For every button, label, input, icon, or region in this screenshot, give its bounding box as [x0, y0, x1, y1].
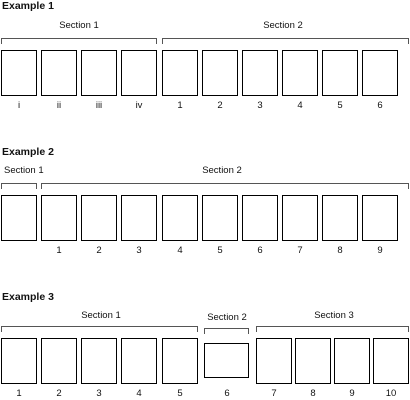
- example-3-page-2: [41, 338, 77, 384]
- example-3-page-10: [373, 338, 409, 384]
- example-1-section-1-bracket: [1, 38, 157, 44]
- example-2-page-number: 6: [257, 245, 263, 256]
- example-3-page-8: [295, 338, 331, 384]
- example-1-page-1: [1, 50, 37, 96]
- example-1-page-6: [202, 50, 238, 96]
- example-3-page-number: 3: [96, 388, 102, 399]
- example-3-title: Example 3: [2, 291, 54, 303]
- example-3-page-number: 4: [136, 388, 142, 399]
- example-3-page-number: 5: [177, 388, 183, 399]
- example-2-page-7: [242, 195, 278, 241]
- example-1-page-number: 3: [257, 100, 263, 111]
- example-2-page-5: [162, 195, 198, 241]
- example-3-section-2-label: Section 2: [207, 312, 247, 323]
- example-3-page-number: 9: [349, 388, 355, 399]
- example-1-section-2-bracket: [162, 38, 409, 44]
- example-1-page-2: [41, 50, 77, 96]
- example-3-landscape-page: [204, 343, 249, 378]
- example-3-page-3: [81, 338, 117, 384]
- example-1-page-10: [362, 50, 398, 96]
- example-2-title: Example 2: [2, 146, 54, 158]
- example-2-page-number: 4: [177, 245, 183, 256]
- example-1-page-4: [121, 50, 157, 96]
- example-2-page-10: [362, 195, 398, 241]
- example-3-page-7: [256, 338, 292, 384]
- example-2-page-number: 1: [56, 245, 62, 256]
- example-1-page-number: 4: [297, 100, 303, 111]
- example-2-page-8: [282, 195, 318, 241]
- example-3-page-9: [334, 338, 370, 384]
- example-2-page-number: 2: [96, 245, 102, 256]
- example-1-page-5: [162, 50, 198, 96]
- example-3-page-number: 10: [385, 388, 397, 399]
- example-3-section-3-bracket: [256, 326, 409, 332]
- example-3-section-2-bracket: [204, 328, 249, 334]
- example-3-page-4: [121, 338, 157, 384]
- example-1-page-8: [282, 50, 318, 96]
- example-3-section-3-label: Section 3: [314, 310, 354, 321]
- example-1-page-number: 1: [177, 100, 183, 111]
- example-2-page-number: 9: [377, 245, 383, 256]
- example-1-title: Example 1: [2, 0, 54, 12]
- example-2-page-6: [202, 195, 238, 241]
- example-3-page-number: 6: [224, 388, 230, 399]
- example-1-page-9: [322, 50, 358, 96]
- example-3-page-number: 1: [16, 388, 22, 399]
- example-2-page-3: [81, 195, 117, 241]
- example-2-page-9: [322, 195, 358, 241]
- example-1-page-number: i: [17, 100, 21, 111]
- example-2-page-1: [1, 195, 37, 241]
- example-1-page-number: ii: [56, 100, 62, 111]
- example-3-section-1-bracket: [1, 326, 198, 332]
- example-2-page-number: 5: [217, 245, 223, 256]
- example-1-page-number: iv: [135, 100, 143, 111]
- example-1-page-number: 6: [377, 100, 383, 111]
- example-1-section-1-label: Section 1: [59, 20, 99, 31]
- example-3-page-5: [162, 338, 198, 384]
- example-3-section-1-label: Section 1: [81, 310, 121, 321]
- example-3-page-number: 2: [56, 388, 62, 399]
- example-1-page-number: iii: [95, 100, 103, 111]
- example-2-section-1-bracket: [1, 183, 37, 189]
- example-3-page-number: 8: [310, 388, 316, 399]
- example-2-page-number: 8: [337, 245, 343, 256]
- example-2-page-4: [121, 195, 157, 241]
- example-2-section-1-label: Section 1: [4, 165, 44, 176]
- example-1-page-3: [81, 50, 117, 96]
- example-2-section-2-label: Section 2: [202, 165, 242, 176]
- example-1-page-number: 2: [217, 100, 223, 111]
- example-2-page-number: 3: [136, 245, 142, 256]
- example-2-section-2-bracket: [41, 183, 409, 189]
- example-2-page-number: 7: [297, 245, 303, 256]
- example-1-section-2-label: Section 2: [263, 20, 303, 31]
- example-3-page-number: 7: [271, 388, 277, 399]
- example-2-page-2: [41, 195, 77, 241]
- example-3-page-1: [1, 338, 37, 384]
- example-1-page-number: 5: [337, 100, 343, 111]
- example-1-page-7: [242, 50, 278, 96]
